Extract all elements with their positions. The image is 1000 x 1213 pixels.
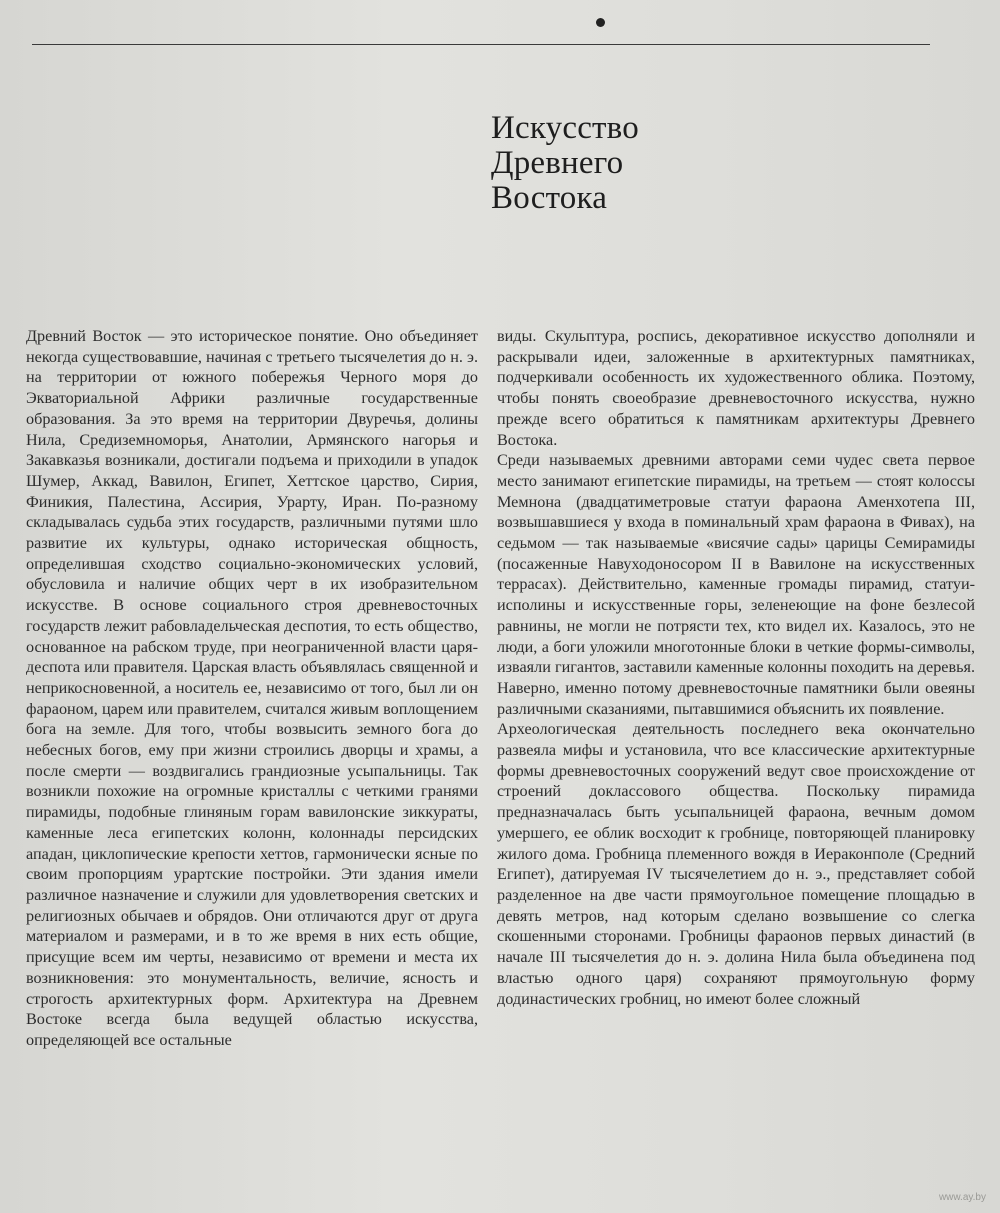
paragraph: Среди называемых древними авторами семи чудес света первое место занимают египетские пирамиды, на третьем — стоят колоссы Мемнона (двадцатиметровые статуи фараона Аменхотепа III, возвышавшиеся у входа в поминальный храм фараона в Фивах), на седьмом — так называемые «висячие сады» царицы Семирамиды (посаженные Навуходоносором II в Вавилоне на искусственных террасах). Действительно, каменные громады пирамид, статуи-исполины и искусственные горы, зеленеющие на фоне безлесой равнины, не могли не потрясти тех, кто видел их. Казалось, это не люди, а боги уложили многотонные блоки в четкие формы-символы, изваяли гигантов, заставили каменные колонны походить на деревья. Наверно, именно потому древневосточные памятники были овеяны различными сказаниями, пытавшимися объяснить их появление.	[497, 451, 975, 718]
chapter-title-line-3: Востока	[491, 180, 608, 216]
watermark: www.ay.by	[938, 1192, 986, 1203]
text-column-left	[26, 326, 478, 1051]
chapter-title	[491, 111, 639, 216]
chapter-title-line-1: Искусство	[491, 110, 639, 146]
paragraph: Древний Восток — это историческое понятие. Оно объединяет некогда существовавшие, начиная с третьего тысячелетия до н. э. на территории от южного побережья Черного моря до Экваториальной Африки различные государственные образования. За это время на территории Двуречья, долины Нила, Средиземноморья, Анатолии, Армянского нагорья и Закавказья возникали, достигали подъема и приходили в упадок Шумер, Аккад, Вавилон, Египет, Хеттское царство, Сирия, Финикия, Палестина, Ассирия, Урарту, Иран. По-разному складывалась судьба этих государств, различными путями шло развитие их культуры, однако историческая общность, определившая сходство социально-экономических условий, обусловила и наличие общих черт в их изобразительном искусстве. В основе социального строя древневосточных государств лежит рабовладельческая деспотия, то есть общество, основанное на рабском труде, при неограниченной власти царя-деспота или правителя. Царская власть объявлялась священной и неприкосновенной, а носитель ее, независимо от того, был ли он фараоном, царем или правителем, считался живым воплощением бога на земле. Для того, чтобы возвысить земного бога до небесных богов, ему при жизни строились дворцы и храмы, а после смерти — воздвигались грандиозные усыпальницы. Так возникли похожие на огромные кристаллы с четкими гранями пирамиды, подобные глиняным горам вавилонские зиккураты, каменные леса египетских колонн, колоннады персидских ападан, циклопические крепости хеттов, гармонически ясные по своим пропорциям урартские постройки. Эти здания имели различное назначение и служили для удовлетворения светских и религиозных обычаев и обрядов. Они отличаются друг от друга материалом и размерами, и в то же время в них есть общие, присущие всем им черты, независимо от времени и места их возникновения: это монументальность, величие, ясность и строгость архитектурных форм. Архитектура на Древнем Востоке всегда была ведущей областью искусства, определяющей все остальные	[26, 327, 478, 1049]
text-column-right	[497, 326, 975, 1009]
paragraph: виды. Скульптура, роспись, декоративное искусство дополняли и раскрывали идеи, заложенные в архитектурных памятниках, подчеркивали особенность их художественного облика. Поэтому, чтобы понять своеобразие древневосточного искусства, нужно прежде всего обратиться к памятникам архитектуры Древнего Востока.	[497, 327, 975, 449]
paragraph: Археологическая деятельность последнего века окончательно развеяла мифы и установила, что все классические архитектурные формы древневосточных сооружений ведут свое происхождение от строений доклассового общества. Поскольку пирамида предназначалась быть усыпальницей фараона, вечным домом умершего, ее облик восходит к гробнице, повторяющей планировку жилого дома. Гробница племенного вождя в Иераконполе (Средний Египет), датируемая IV тысячелетием до н. э., представляет собой разделенное на две части прямоугольное помещение площадью в девять метров, над которым сделано возвышение со слегка скошенными сторонами. Гробницы фараонов первых династий (в начале III тысячелетия до н. э. долина Нила была объединена под властью одного царя) сохраняют прямоугольную форму додинастических гробниц, но имеют более сложный	[497, 720, 975, 1008]
ink-dot	[596, 18, 605, 27]
chapter-title-line-2: Древнего	[491, 145, 624, 181]
header-rule	[32, 44, 930, 45]
